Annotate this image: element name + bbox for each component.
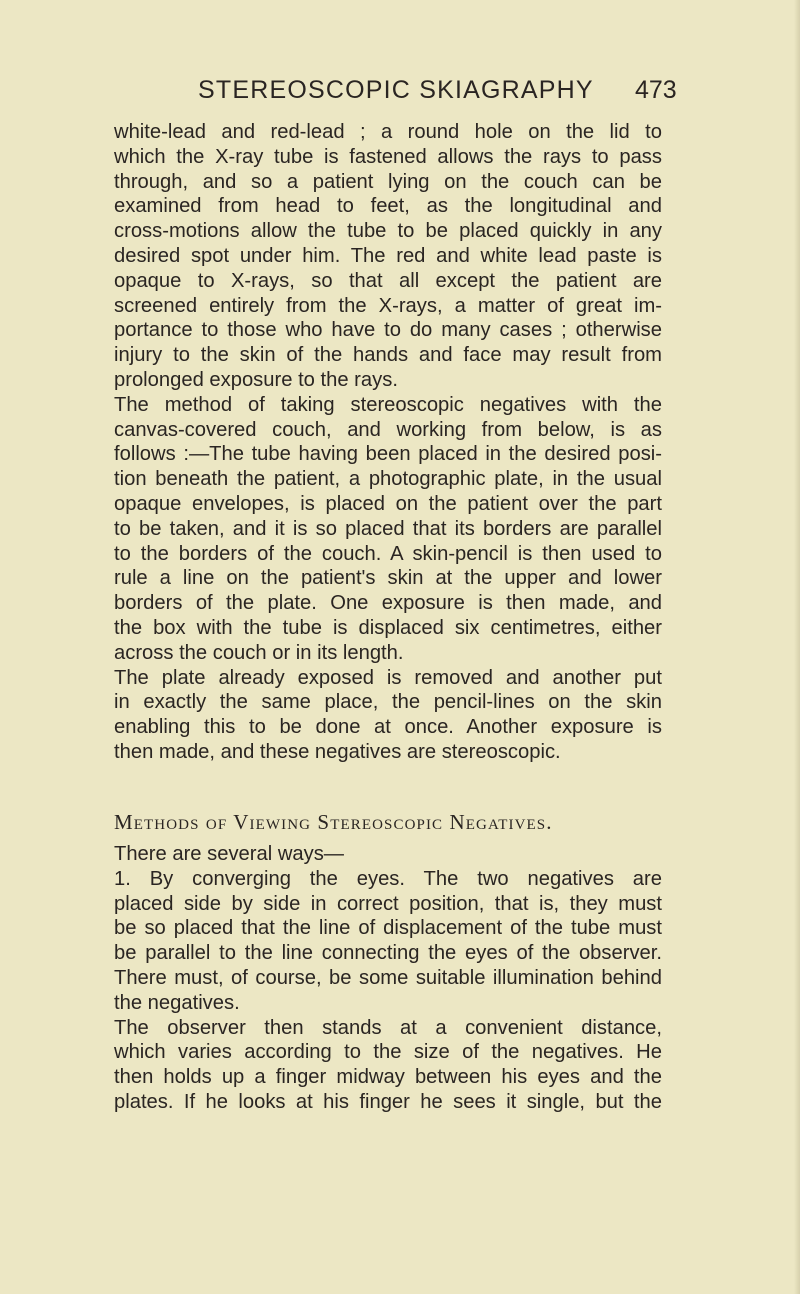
text-line: cross-motions allow the tube to be placed quickly in any: [114, 220, 662, 243]
text-line: to the borders of the couch. A skin-pencil is then used to: [114, 542, 662, 565]
body-text-upper: [114, 120, 662, 765]
text-line: There are several ways—: [114, 843, 344, 865]
text-line: to be taken, and it is so placed that its borders are parallel: [114, 517, 662, 540]
text-line: canvas-covered couch, and working from below, is as: [114, 418, 662, 441]
text-line: prolonged exposure to the rays.: [114, 368, 398, 391]
text-line: then made, and these negatives are stereoscopic.: [114, 740, 561, 763]
text-line: then holds up a finger midway between his eyes and the: [114, 1066, 662, 1089]
text-line: the negatives.: [114, 991, 240, 1014]
text-line: 1. By converging the eyes. The two negatives are: [114, 867, 662, 890]
text-line: which varies according to the size of the negatives. He: [114, 1041, 662, 1064]
text-line: injury to the skin of the hands and face may result from: [114, 344, 662, 367]
text-line: in exactly the same place, the pencil-lines on the skin: [114, 691, 662, 714]
text-line: screened entirely from the X-rays, a matter of great im-: [114, 294, 662, 317]
text-line: borders of the plate. One exposure is then made, and: [114, 592, 662, 615]
text-line: opaque to X-rays, so that all except the patient are: [114, 269, 662, 292]
text-line: placed side by side in correct position, that is, they must: [114, 892, 662, 915]
text-line: be parallel to the line connecting the eyes of the observer.: [114, 942, 662, 965]
text-line: The plate already exposed is removed and another put: [114, 666, 662, 689]
text-line: portance to those who have to do many cases ; otherwise: [114, 319, 662, 342]
text-line: across the couch or in its length.: [114, 641, 404, 664]
text-line: through, and so a patient lying on the couch can be: [114, 170, 662, 193]
text-line: follows :—The tube having been placed in the desired posi-: [114, 443, 662, 466]
text-line: tion beneath the patient, a photographic plate, in the usual: [114, 468, 662, 491]
text-line: which the X-ray tube is fastened allows the rays to pass: [114, 145, 662, 168]
page-number: 473: [635, 76, 677, 104]
body-text-lower: [114, 842, 662, 1115]
text-line: be so placed that the line of displacement of the tube must: [114, 917, 662, 940]
text-line: opaque envelopes, is placed on the patient over the part: [114, 492, 662, 515]
text-line: rule a line on the patient's skin at the upper and lower: [114, 567, 662, 590]
running-head: [0, 76, 800, 116]
text-line: the box with the tube is displaced six centimetres, either: [114, 616, 662, 639]
text-line: enabling this to be done at once. Another exposure is: [114, 716, 662, 739]
text-line: desired spot under him. The red and white lead paste is: [114, 244, 662, 267]
text-line: examined from head to feet, as the longitudinal and: [114, 195, 662, 218]
text-line: The observer then stands at a convenient distance,: [114, 1016, 662, 1039]
text-line: white-lead and red-lead ; a round hole on the lid to: [114, 121, 662, 143]
text-line: plates. If he looks at his finger he sees it single, but the: [114, 1090, 662, 1113]
section-heading: Methods of Viewing Stereoscopic Negatives.: [114, 810, 553, 834]
text-line: There must, of course, be some suitable illumination behind: [114, 966, 662, 989]
running-title: STEREOSCOPIC SKIAGRAPHY: [198, 76, 594, 104]
text-line: The method of taking stereoscopic negatives with the: [114, 393, 662, 416]
page-edge-shadow: [794, 0, 800, 1294]
